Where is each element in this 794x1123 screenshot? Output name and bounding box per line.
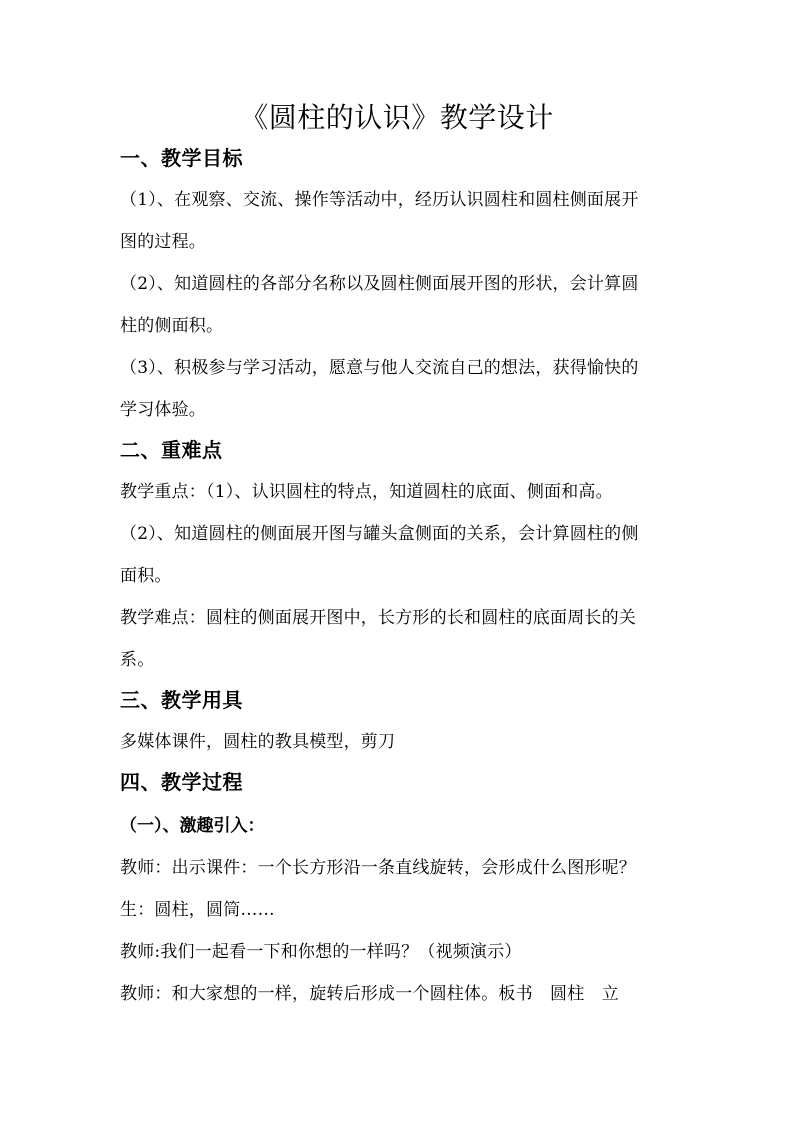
goals-line: 柱的侧面积。 xyxy=(120,316,224,336)
process-line: 生：圆柱，圆筒…… xyxy=(120,900,275,920)
process-line: 教师：出示课件：一个长方形沿一条直线旋转，会形成什么图形呢？ xyxy=(120,858,636,878)
key-points-line: （2）、知道圆柱的侧面展开图与罐头盒侧面的关系，会计算圆柱的侧 xyxy=(120,524,639,544)
document-title: 《圆柱的认识》教学设计 xyxy=(240,101,554,134)
tools-line: 多媒体课件，圆柱的教具模型，剪刀 xyxy=(120,732,396,752)
section-heading-goals: 一、教学目标 xyxy=(120,146,243,170)
key-points-line: 教学重点：（1）、认识圆柱的特点，知道圆柱的底面、侧面和高。 xyxy=(120,482,613,502)
process-subheading: （一）、激趣引入： xyxy=(120,816,265,836)
goals-line: （3）、积极参与学习活动，愿意与他人交流自己的想法，获得愉快的 xyxy=(120,358,639,378)
key-points-line: 系。 xyxy=(120,650,155,670)
section-heading-key-points: 二、重难点 xyxy=(120,438,223,462)
process-line: 教师:我们一起看一下和你想的一样吗？（视频演示） xyxy=(120,942,522,962)
goals-line: 图的过程。 xyxy=(120,232,206,252)
key-points-line: 面积。 xyxy=(120,566,172,586)
section-heading-process: 四、教学过程 xyxy=(120,770,243,794)
key-points-line: 教学难点：圆柱的侧面展开图中，长方形的长和圆柱的底面周长的关 xyxy=(120,608,636,628)
section-heading-tools: 三、教学用具 xyxy=(120,688,243,712)
goals-line: （1）、在观察、交流、操作等活动中，经历认识圆柱和圆柱侧面展开 xyxy=(120,190,639,210)
goals-line: （2）、知道圆柱的各部分名称以及圆柱侧面展开图的形状，会计算圆 xyxy=(120,274,639,294)
process-line: 教师：和大家想的一样，旋转后形成一个圆柱体。板书 圆柱 立 xyxy=(120,984,619,1004)
goals-line: 学习体验。 xyxy=(120,400,206,420)
